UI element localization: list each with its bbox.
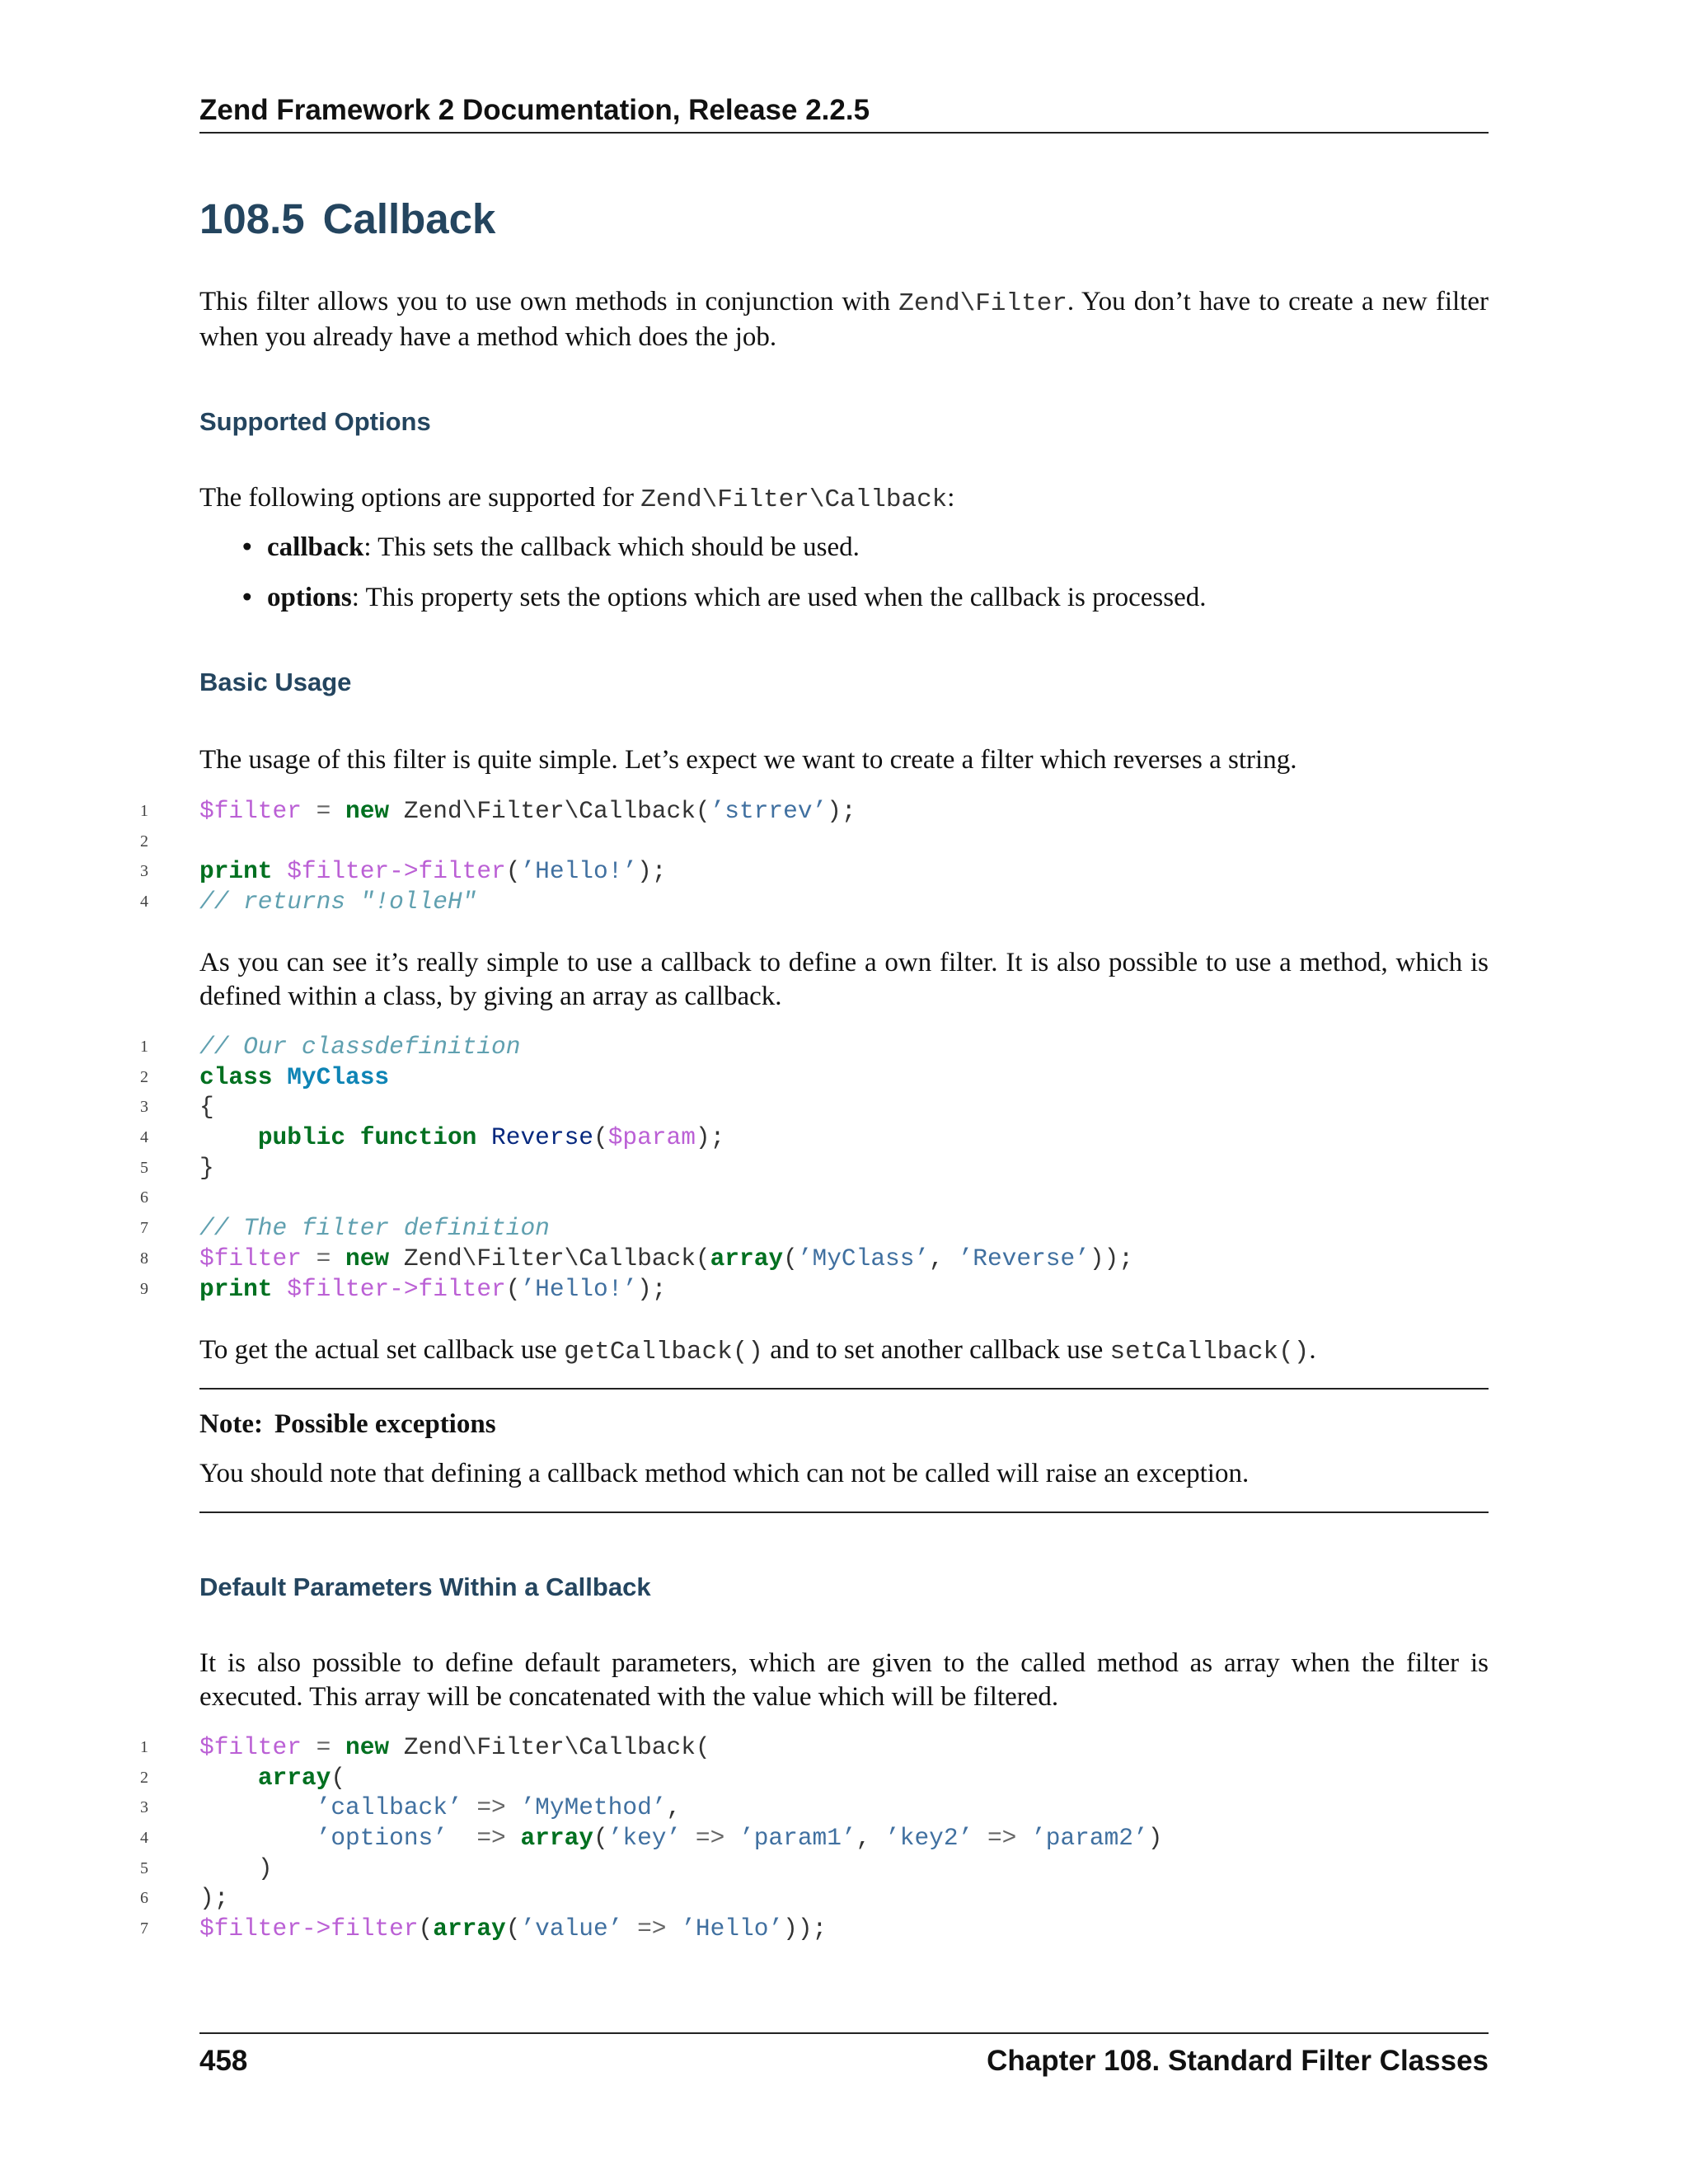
inline-code: Zend\Filter bbox=[898, 289, 1067, 318]
list-item: • options: This property sets the options which are used when the callback is processed. bbox=[199, 581, 1489, 615]
section-title-text: Callback bbox=[322, 195, 496, 242]
section-number: 108.5 bbox=[199, 195, 305, 242]
line-number: 1 bbox=[140, 1038, 148, 1056]
line-number: 4 bbox=[140, 1829, 148, 1848]
line-number: 8 bbox=[140, 1249, 148, 1268]
line-number: 3 bbox=[140, 862, 148, 881]
basic-usage-paragraph-2: As you can see it’s really simple to use a callback to define a own filter. It is also possible to use a method, which is defined within a class, by giving an array as callback. bbox=[199, 948, 1489, 1011]
note-title: Note: Possible exceptions bbox=[199, 1409, 496, 1439]
line-number: 4 bbox=[140, 893, 148, 912]
chapter-title: Chapter 108. Standard Filter Classes bbox=[987, 2045, 1489, 2077]
code-block-3: 1 $filter = new Zend\Filter\Callback( 2 array( 3 ’callback’ => ’MyMethod’, 4 ’options’ => array(’key’ => ’param1’, ’key2’ => ’param2’) 5 ) 6 ); 7 $filter->filter(array(’value’ => ’Hello’)); bbox=[124, 1732, 1489, 1944]
inline-code: setCallback() bbox=[1109, 1338, 1310, 1366]
line-number: 9 bbox=[140, 1279, 148, 1298]
note-admonition bbox=[199, 1388, 1489, 1513]
line-number: 3 bbox=[140, 1098, 148, 1117]
supported-options-lead: The following options are supported for Zend\Filter\Callback: bbox=[199, 483, 955, 514]
page-footer bbox=[199, 2032, 1489, 2077]
line-number: 2 bbox=[140, 1067, 148, 1086]
code-block-2: 1 // Our classdefinition 2 class MyClass 3 { 4 public function Reverse($param); 5 } 6 7 // The filter definition 8 $filter = new Zend\Filter\Callback(array(’MyClass’, ’Reverse’)); 9 print $filter->filter(’Hello!’); bbox=[124, 1032, 1489, 1304]
basic-usage-paragraph: The usage of this filter is quite simple. Let’s expect we want to create a filter which reverses a string. bbox=[199, 745, 1297, 775]
default-params-paragraph: It is also possible to define default parameters, which are given to the called method as array when the filter is executed. This array will be concatenated with the value which will be filtered. bbox=[199, 1648, 1489, 1712]
subheading-supported-options: Supported Options bbox=[199, 407, 431, 436]
inline-code: getCallback() bbox=[564, 1338, 763, 1366]
line-number: 5 bbox=[140, 1858, 148, 1877]
line-number: 5 bbox=[140, 1158, 148, 1177]
line-number: 7 bbox=[140, 1219, 148, 1238]
line-number: 2 bbox=[140, 1768, 148, 1787]
subheading-basic-usage: Basic Usage bbox=[199, 668, 352, 696]
inline-code: Zend\Filter\Callback bbox=[640, 485, 948, 514]
line-number: 6 bbox=[140, 1188, 148, 1207]
section-title bbox=[199, 191, 495, 247]
line-number: 7 bbox=[140, 1919, 148, 1938]
list-item: • callback: This sets the callback which should be used. bbox=[199, 531, 1489, 565]
line-number: 1 bbox=[140, 1738, 148, 1756]
line-number: 1 bbox=[140, 802, 148, 820]
bullet-icon: • bbox=[242, 532, 252, 562]
intro-paragraph: This filter allows you to use own methods in conjunction with Zend\Filter. You don’t have to create a new filter when you already have a method which does the job. bbox=[199, 287, 1489, 352]
code-block-1: 1 $filter = new Zend\Filter\Callback(’strrev’); 2 3 print $filter->filter(’Hello!’); 4 // returns "!olleH" bbox=[124, 796, 1489, 917]
line-number: 2 bbox=[140, 832, 148, 851]
callback-accessors-paragraph: To get the actual set callback use getCallback() and to set another callback use setCallback(). bbox=[199, 1335, 1316, 1366]
line-number: 3 bbox=[140, 1798, 148, 1817]
bullet-icon: • bbox=[242, 583, 252, 612]
page-number: 458 bbox=[199, 2045, 248, 2077]
options-list bbox=[199, 531, 1489, 631]
subheading-default-parameters: Default Parameters Within a Callback bbox=[199, 1572, 651, 1601]
line-number: 6 bbox=[140, 1889, 148, 1908]
line-number: 4 bbox=[140, 1128, 148, 1147]
running-header: Zend Framework 2 Documentation, Release 2.2.5 bbox=[199, 91, 1489, 134]
note-body: You should note that defining a callback method which can not be called will raise an exception. bbox=[199, 1459, 1250, 1488]
